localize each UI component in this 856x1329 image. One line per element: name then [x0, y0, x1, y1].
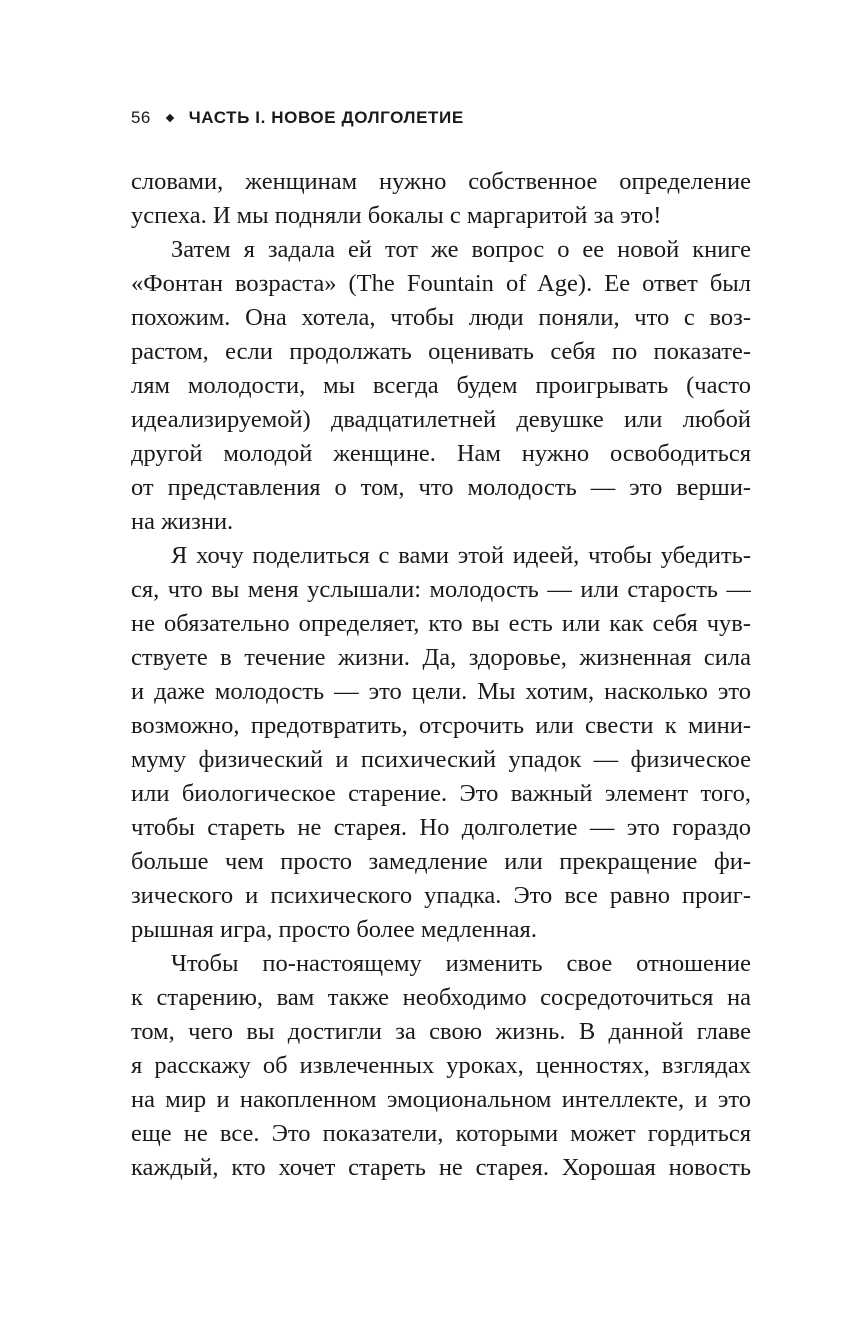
- text-line: успеха. И мы подняли бокалы с маргаритой за это!: [131, 202, 662, 229]
- text-line: растом, если продолжать оценивать себя по показате-: [131, 338, 751, 365]
- text-line: муму физический и психический упадок — физическое: [131, 746, 751, 773]
- text-line: словами, женщинам нужно собственное определение: [131, 168, 751, 195]
- text-line: похожим. Она хотела, чтобы люди поняли, что с воз-: [131, 304, 751, 331]
- running-head: [131, 104, 464, 132]
- text-line: Затем я задала ей тот же вопрос о ее новой книге: [171, 236, 751, 263]
- text-line: больше чем просто замедление или прекращение фи-: [131, 848, 751, 875]
- text-line: чтобы стареть не старея. Но долголетие — это гораздо: [131, 814, 751, 841]
- text-line: идеализируемой) двадцатилетней девушке или любой: [131, 406, 751, 433]
- text-line: каждый, кто хочет стареть не старея. Хорошая новость: [131, 1154, 751, 1181]
- text-line: другой молодой женщине. Нам нужно освободиться: [131, 440, 751, 467]
- diamond-bullet-icon: [165, 114, 173, 122]
- text-line: Чтобы по-настоящему изменить свое отношение: [171, 950, 751, 977]
- section-title: ЧАСТЬ I. НОВОЕ ДОЛГОЛЕТИЕ: [188, 108, 464, 127]
- text-line: «Фонтан возраста» (The Fountain of Age). Ее ответ был: [131, 270, 751, 297]
- text-line: Я хочу поделиться с вами этой идеей, чтобы убедить-: [171, 542, 751, 569]
- text-line: ся, что вы меня услышали: молодость — или старость —: [131, 576, 751, 603]
- text-line: еще не все. Это показатели, которыми может гордиться: [131, 1120, 751, 1147]
- text-line: на жизни.: [131, 508, 234, 535]
- text-line: зического и психического упадка. Это все равно проиг-: [131, 882, 751, 909]
- body-text: [131, 165, 751, 1185]
- text-line: или биологическое старение. Это важный элемент того,: [131, 780, 751, 807]
- text-line: лям молодости, мы всегда будем проигрывать (часто: [131, 372, 751, 399]
- text-line: не обязательно определяет, кто вы есть или как себя чув-: [131, 610, 751, 637]
- text-line: том, чего вы достигли за свою жизнь. В данной главе: [131, 1018, 751, 1045]
- text-line: возможно, предотвратить, отсрочить или свести к мини-: [131, 712, 751, 739]
- text-line: к старению, вам также необходимо сосредоточиться на: [131, 984, 751, 1011]
- text-line: на мир и накопленном эмоциональном интеллекте, и это: [131, 1086, 751, 1113]
- text-line: ствуете в течение жизни. Да, здоровье, жизненная сила: [131, 644, 751, 671]
- text-line: от представления о том, что молодость — это верши-: [131, 474, 751, 501]
- page-number: 56: [131, 108, 151, 127]
- text-line: и даже молодость — это цели. Мы хотим, насколько это: [131, 678, 751, 705]
- text-line: я расскажу об извлеченных уроках, ценностях, взглядах: [131, 1052, 751, 1079]
- text-line: рышная игра, просто более медленная.: [131, 916, 537, 943]
